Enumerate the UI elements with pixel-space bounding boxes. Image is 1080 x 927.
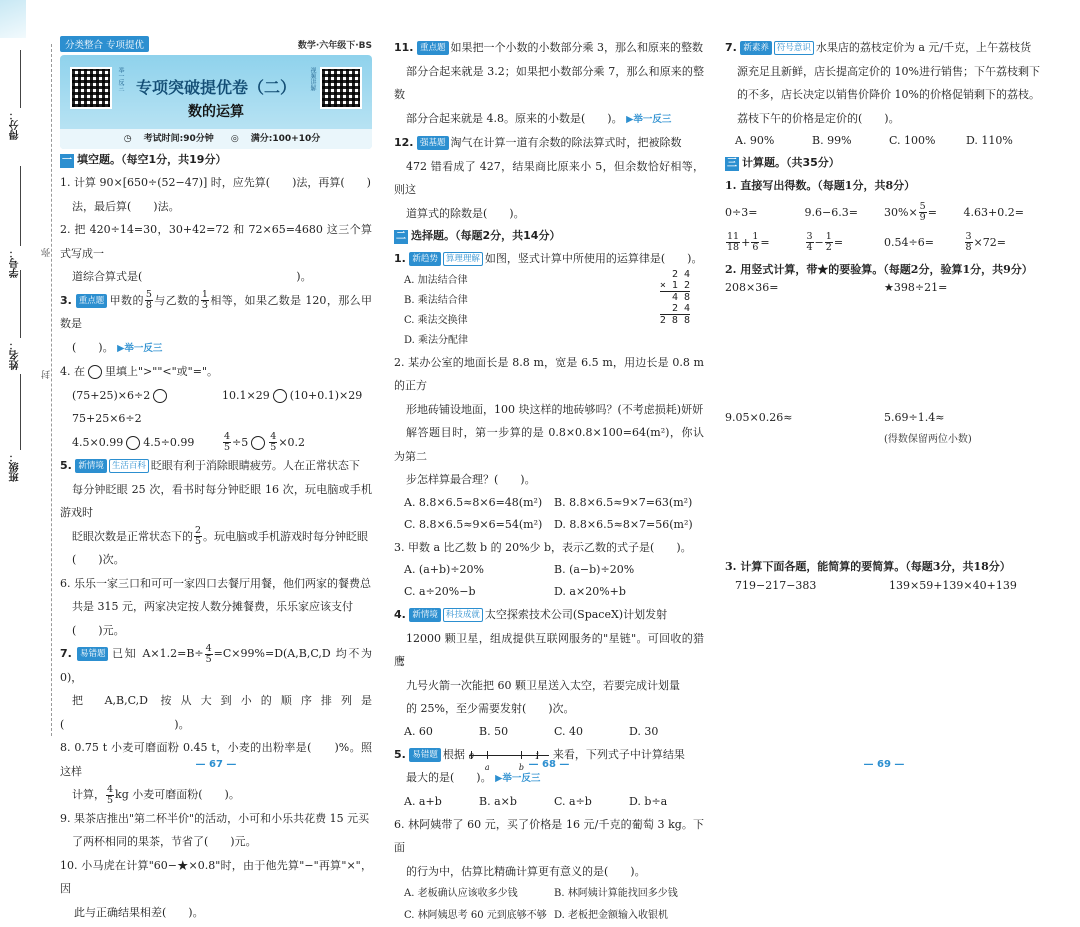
- page-68: [394, 36, 704, 921]
- choice-6-options: [394, 883, 704, 927]
- question-7: 7. 易错题 已知 A×1.2=B÷ $\frac{4}{5}$ =C×99%=D(A,B,C,D 均不为 0)， 把 A,B,C,D 按从大到小的顺序排列是( )。: [60, 642, 373, 731]
- vertical-calc-row-2: [725, 411, 1043, 555]
- section-heading-3: 三 计算题。（共35分）: [727, 156, 840, 169]
- calc-part-3-heading: 3. 计算下面各题，能简算的要简算。（每题3分，共18分）: [725, 560, 1011, 573]
- class-line: [20, 374, 21, 450]
- calc-part-2-heading: 2. 用竖式计算，带★的要验算。（每题2分，验算1分，共9分）: [725, 262, 1033, 276]
- question-9: 9. 果茶店推出"第二杯半价"的活动，小可和小乐共花费 15 元买 了两杯相同的果茶，节省了( )元。: [60, 811, 370, 848]
- expand-link[interactable]: ▶举一反三: [626, 113, 672, 125]
- question-4-row-1: (75+25)×6÷275+25×6÷2 10.1×29 (10+0.1)×29: [72, 388, 363, 425]
- simplify-calc-item[interactable]: 139×59+139×40+139: [889, 578, 1017, 592]
- option-b[interactable]: B. a×b: [479, 794, 517, 808]
- question-4: 4. 在 里填上">""<"或"="。: [60, 365, 219, 378]
- qr-left-caption: 举一反三: [117, 67, 124, 91]
- title-banner: [60, 55, 372, 149]
- question-12: 12. 强基题 淘气在计算一道有余数的除法算式时，把被除数 472 错看成了 427，结果商比原来小 5，但余数恰好相等，则这 道算式的除数是( )。: [394, 136, 704, 220]
- option-a[interactable]: A. (a+b)÷20%: [404, 563, 485, 576]
- option-d[interactable]: D. 30: [629, 724, 659, 738]
- section-heading-1: 一 填空题。（每空1分，共19分）: [62, 153, 227, 166]
- option-d[interactable]: D. a×20%+b: [554, 585, 626, 598]
- question-2: 2. 把 420÷14=30，30+42=72 和 72×65=4680 这三个算式写成一 道综合算式是( )。: [60, 223, 372, 283]
- question-5: 5. 新情境 生活百科 眨眼有利于消除眼睛疲劳。人在正常状态下 每分钟眨眼 25 次，看书时每分钟眨眼 16 次，玩电脑或手机游戏时 眨眼次数是正常状态下的 $\frac{2}{5}$ 。玩电脑或手机游戏时每分钟眨眼 ( )次。: [60, 459, 372, 566]
- option-b[interactable]: B. 99%: [812, 134, 852, 147]
- question-11: 11. 重点题 如果把一个小数的小数部分乘 3，那么和原来的整数 部分合起来就是 3.2；如果把小数部分乘 7，那么和原来的整数 部分合起来就是 4.8。原来的小数是( )。 ▶举一反三: [394, 41, 704, 125]
- option-d[interactable]: D. 老板把金额输入收银机: [554, 910, 669, 921]
- exam-time: 考试时间:90分钟: [143, 134, 214, 144]
- calc-item[interactable]: 9.6−6.3=: [804, 205, 858, 219]
- paper-title: 专项突破提优卷（二）: [135, 78, 296, 97]
- choice-5: 5. 易错题 根据 0 a b 1 来看，下列式子中计算结果 最大的是( )。 ▶举一反三: [394, 747, 685, 784]
- exam-score: 满分:100+10分: [250, 134, 321, 144]
- paper-subtitle: 数的运算: [188, 104, 244, 120]
- exam-info: [60, 129, 372, 149]
- mental-calc-row-1: [725, 198, 1043, 228]
- seal-mark-2: 封: [42, 370, 52, 379]
- spine-corner-decoration: [0, 0, 26, 38]
- option-c[interactable]: C. a÷b: [554, 794, 592, 808]
- category-tag: 分类整合 专项提优: [60, 36, 149, 52]
- calc-item[interactable]: 30%× $\frac{5}{9}$ =: [884, 201, 937, 223]
- page-67: [60, 36, 373, 919]
- option-a[interactable]: A. 60: [404, 724, 433, 738]
- calc-item[interactable]: 4.63+0.2=: [963, 205, 1024, 219]
- choice-5-options: [394, 791, 704, 813]
- binding-margin: [0, 0, 58, 764]
- option-a[interactable]: A. 老板确认应该收多少钱: [404, 888, 518, 899]
- option-d[interactable]: D. b÷a: [629, 794, 668, 808]
- vertical-calc-row-1: [725, 281, 1043, 411]
- expand-link[interactable]: ▶举一反三: [117, 342, 163, 354]
- option-b[interactable]: B. 50: [479, 724, 509, 738]
- question-8: 8. 0.75 t 小麦可磨面粉 0.45 t，小麦的出粉率是( )%。照这样 计算， $\frac{4}{5}$ kg 小麦可磨面粉( )。: [60, 741, 372, 806]
- option-b[interactable]: B. 8.8×6.5≈9×7=63(m²): [554, 495, 693, 509]
- calc-item[interactable]: $\frac{3}{8}$ ×72=: [965, 231, 1006, 253]
- vertical-calc-item[interactable]: 5.69÷1.4≈ (得数保留两位小数): [884, 411, 972, 445]
- question-10: 10. 小马虎在计算"60−★×0.8"时，由于他先算"−"再算"×"，因 此与正确结果相差( )。: [60, 858, 372, 919]
- simplify-calc-item[interactable]: 719−217−383: [735, 578, 817, 592]
- answer-circle[interactable]: [126, 436, 140, 450]
- option-a[interactable]: A. 90%: [735, 134, 775, 147]
- student-id-field[interactable]: 学号：: [8, 248, 38, 278]
- answer-circle[interactable]: [273, 389, 287, 403]
- number-line: 0 a b 1: [469, 748, 549, 762]
- option-a[interactable]: A. a+b: [404, 794, 442, 808]
- page-number: — 68 —: [528, 759, 570, 770]
- choice-1: 1. 新趋势 算理理解 如图，竖式计算中所使用的运算律是( )。 A. 加法结合律 B. 乘法结合律 C. 乘法交换律 D. 乘法分配律 2 4 × 1 2 4 8 2 4 2 8 8: [394, 247, 704, 351]
- calc-item[interactable]: $\frac{3}{4}$ − $\frac{1}{2}$ =: [806, 231, 844, 253]
- choice-6: 6. 林阿姨带了 60 元，买了价格是 16 元/千克的葡萄 3 kg。下面 的行为中，估算比精确计算更有意义的是( )。: [394, 817, 704, 878]
- section-heading-2: 二 选择题。（每题2分，共14分）: [396, 229, 561, 242]
- expand-link[interactable]: ▶举一反三: [495, 773, 541, 784]
- page-header: [60, 36, 372, 52]
- question-6: 6. 乐乐一家三口和可可一家四口去餐厅用餐，他们两家的餐费总 共是 315 元，两家决定按人数分摊餐费，乐乐家应该支付 ( )元。: [60, 576, 371, 637]
- option-c[interactable]: C. 40: [554, 724, 584, 738]
- mental-calc-row-2: [725, 228, 1043, 258]
- choice-1-options: [394, 271, 704, 351]
- option-c[interactable]: C. a÷20%−b: [404, 585, 476, 598]
- calc-item[interactable]: 0.54÷6=: [884, 235, 934, 249]
- choice-4-options: [394, 721, 704, 743]
- option-c[interactable]: C. 林阿姨思考 60 元到底够不够: [404, 910, 547, 921]
- name-field[interactable]: 姓名：: [8, 340, 38, 370]
- clock-icon: ◷: [123, 134, 132, 144]
- score-field[interactable]: 得分：: [8, 110, 38, 140]
- qr-right-caption: 视频讲解: [309, 67, 316, 91]
- qr-code-left[interactable]: [70, 67, 112, 109]
- choice-2: 2. 某办公室的地面长是 8.8 m，宽是 6.5 m，用边长是 0.8 m 的正方 形地砖铺设地面，100 块这样的地砖够吗？(不考虑损耗)妍妍 解答题目时，第一步算的是 0.8×0.8×100=64(m²)，你认为第二 步怎样算最合理？( )。: [394, 355, 704, 486]
- id-line: [20, 166, 21, 246]
- score-line: [20, 50, 21, 108]
- option-c[interactable]: C. 100%: [889, 134, 936, 147]
- choice-2-options: [394, 492, 704, 536]
- option-b[interactable]: B. (a−b)÷20%: [554, 563, 635, 576]
- choice-3: 3. 甲数 a 比乙数 b 的 20%少 b，表示乙数的式子是( )。: [394, 540, 692, 554]
- compare-circle-icon: [88, 365, 102, 379]
- calc-item[interactable]: 0÷3=: [725, 205, 758, 219]
- option-a[interactable]: A. 加法结合律: [404, 274, 468, 286]
- answer-circle[interactable]: [251, 436, 265, 450]
- calc-part-1-heading: 1. 直接写出得数。（每题1分，共8分）: [725, 179, 916, 192]
- vertical-calc-item[interactable]: 9.05×0.26≈: [725, 411, 793, 424]
- tag-key: 重点题: [76, 294, 108, 308]
- option-d[interactable]: D. 乘法分配律: [404, 334, 469, 346]
- binding-dashed-line: [51, 44, 52, 736]
- simplify-calc-row: [725, 579, 1043, 592]
- calc-item[interactable]: $\frac{11}{18}$ + $\frac{1}{6}$ =: [727, 231, 770, 253]
- option-c[interactable]: C. 乘法交换律: [404, 314, 468, 326]
- answer-circle[interactable]: [153, 389, 167, 403]
- question-3: 3. 重点题 甲数的 $\frac{5}{8}$ 与乙数的 $\frac{1}{3}$ 相等，如果乙数是 120，那么甲数是 ( )。 ▶举一反三: [60, 289, 373, 354]
- choice-4: 4. 新情境 科技成就 太空探索技术公司(SpaceX)计划发射 12000 颗卫星，组成提供互联网服务的"星链"。可回收的猎鹰 九号火箭一次能把 60 颗卫星送入太空，若要完成计划量 的 25%，至少需要发射( )次。: [394, 608, 704, 715]
- option-b[interactable]: B. 乘法结合律: [404, 294, 468, 306]
- score-icon: ◎: [230, 134, 239, 144]
- qr-code-right[interactable]: [320, 67, 362, 109]
- option-b[interactable]: B. 林阿姨计算能找回多少钱: [554, 888, 678, 899]
- page-69: [725, 36, 1043, 770]
- vertical-multiplication: 2 4 × 1 2 4 8 2 4 2 8 8: [659, 269, 690, 326]
- vertical-calc-item[interactable]: 208×36=: [725, 281, 779, 294]
- option-d[interactable]: D. 8.8×6.5≈8×7=56(m²): [554, 517, 693, 531]
- page-number: — 67 —: [195, 759, 237, 770]
- option-a[interactable]: A. 8.8×6.5≈8×6=48(m²): [404, 495, 543, 509]
- vertical-calc-item[interactable]: ★398÷21=: [884, 281, 948, 294]
- option-d[interactable]: D. 110%: [966, 134, 1013, 147]
- option-c[interactable]: C. 8.8×6.5≈9×6=54(m²): [404, 517, 543, 531]
- subject-label: 数学·六年级下·BS: [297, 41, 372, 51]
- page-number: — 69 —: [863, 759, 905, 770]
- question-4-row-2: 4.5×0.99 4.5÷0.99 $\frac{4}{5}$ ÷5 $\frac{4}{5}$ ×0.2: [72, 431, 306, 453]
- choice-7: 7. 新素养 符号意识 水果店的荔枝定价为 a 元/千克，上午荔枝货 源充足且新鲜，店长提高定价的 10%进行销售；下午荔枝剩下 的不多，店长决定以销售价降价 10%的价格促销剩下的荔枝。 荔枝下午的价格是定价的( )。: [725, 41, 1040, 125]
- seal-mark-1: 弥: [42, 248, 52, 257]
- class-field[interactable]: 班级：: [8, 452, 38, 482]
- choice-3-options: [394, 559, 704, 603]
- choice-7-options: [725, 130, 1043, 152]
- question-1: 1. 计算 90×[650÷(52−47)] 时，应先算( )法，再算( ) 法，最后算( )法。: [60, 176, 371, 213]
- name-line: [20, 270, 21, 338]
